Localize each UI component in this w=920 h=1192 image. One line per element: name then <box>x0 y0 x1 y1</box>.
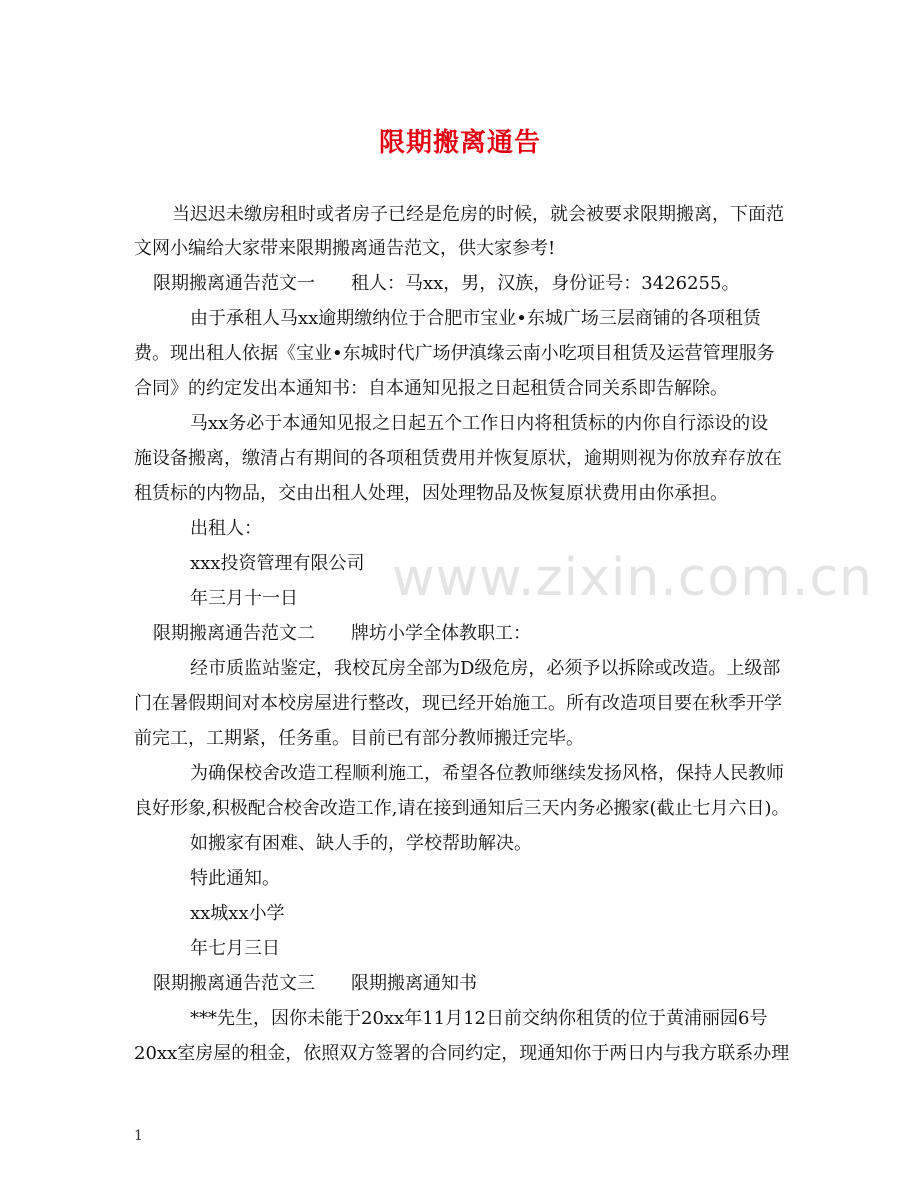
paragraph-line: 门在暑假期间对本校房屋进行整改，现已经开始施工。所有改造项目要在秋季开学 <box>134 693 782 714</box>
signature-label: 出租人： <box>190 518 262 539</box>
section-heading-line: 限期搬离通告范文一 租人：马xx，男，汉族，身份证号：3426255。 <box>153 273 740 294</box>
signature-school: xx城xx小学 <box>190 903 285 924</box>
paragraph-line: 前完工，工期紧，任务重。目前已有部分教师搬迁完毕。 <box>134 728 584 749</box>
signature-date: 年七月三日 <box>190 938 280 959</box>
section-heading-line: 限期搬离通告范文三 限期搬离通知书 <box>153 973 477 994</box>
signature-company: xxx投资管理有限公司 <box>190 553 365 574</box>
paragraph-line: 良好形象,积极配合校舍改造工作,请在接到通知后三天内务必搬家(截止七月六日)。 <box>134 798 790 819</box>
paragraph-line: ***先生，因你未能于20xx年11月12日前交纳你租赁的位于黄浦丽园6号 <box>190 1008 768 1029</box>
paragraph-line: 经市质监站鉴定，我校瓦房全部为D级危房，必须予以拆除或改造。上级部 <box>190 658 781 679</box>
document-title: 限期搬离通告 <box>378 128 541 158</box>
paragraph-line: 合同》的约定发出本通知书：自本通知见报之日起租赁合同关系即告解除。 <box>134 378 728 399</box>
watermark: www.zixin.com.cn <box>392 548 873 608</box>
paragraph-line: 如搬家有困难、缺人手的，学校帮助解决。 <box>190 833 532 854</box>
paragraph-line: 文网小编给大家带来限期搬离通告范文，供大家参考! <box>134 238 556 259</box>
paragraph-line: 施设备搬离，缴清占有期间的各项租赁费用并恢复原状，逾期则视为你放弃存放在 <box>134 448 782 469</box>
paragraph-line: 费。现出租人依据《宝业•东城时代广场伊滇缘云南小吃项目租赁及运营管理服务 <box>134 343 775 364</box>
paragraph-line: 马xx务必于本通知见报之日起五个工作日内将租赁标的内你自行添设的设 <box>190 413 769 434</box>
section-heading-line: 限期搬离通告范文二 牌坊小学全体教职工： <box>153 623 531 644</box>
paragraph-line: 租赁标的内物品，交由出租人处理，因处理物品及恢复原状费用由你承担。 <box>134 483 728 504</box>
paragraph-line: 当迟迟未缴房租时或者房子已经是危房的时候，就会被要求限期搬离，下面范 <box>172 204 784 225</box>
signature-date: 年三月十一日 <box>190 588 298 609</box>
paragraph-line: 由于承租人马xx逾期缴纳位于合肥市宝业•东城广场三层商铺的各项租赁 <box>190 308 761 329</box>
paragraph-line: 20xx室房屋的租金，依照双方签署的合同约定，现通知你于两日内与我方联系办理 <box>134 1043 790 1064</box>
paragraph-line: 特此通知。 <box>190 868 280 889</box>
page-number: 1 <box>134 1128 143 1144</box>
paragraph-line: 为确保校舍改造工程顺利施工，希望各位教师继续发扬风格，保持人民教师 <box>190 763 784 784</box>
